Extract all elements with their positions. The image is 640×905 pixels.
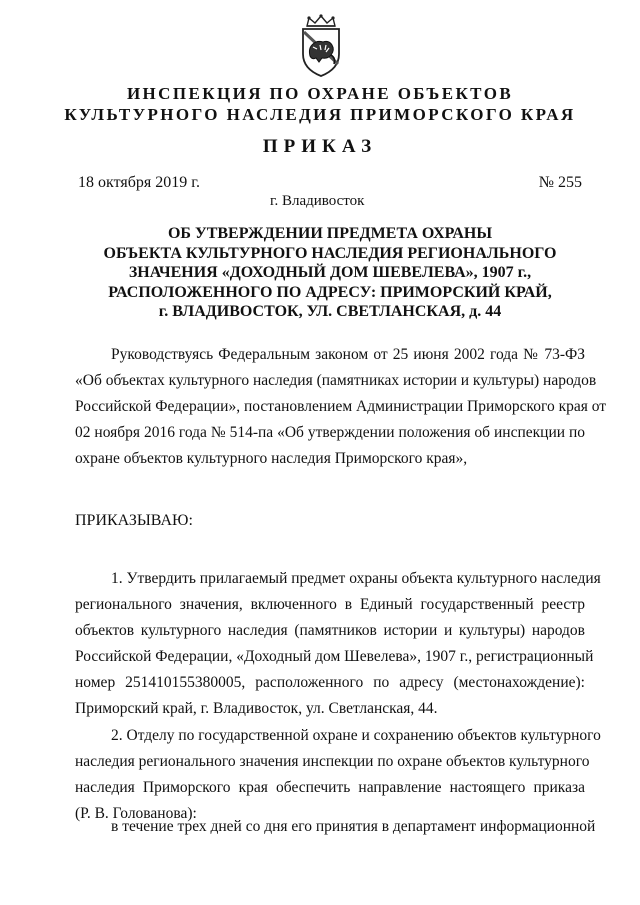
- title-line: ЗНАЧЕНИЯ «ДОХОДНЫЙ ДОМ ШЕВЕЛЕВА», 1907 г.,: [128, 264, 532, 281]
- text-line: (Р. В. Голованова):: [75, 805, 197, 822]
- text-line: наследия Приморского края обеспечить направление настоящего приказа: [75, 779, 585, 796]
- item-2-paragraph: [75, 723, 601, 827]
- order-word: ПРИКАЗЫВАЮ:: [75, 512, 193, 529]
- text-line: объектов культурного наследия (памятников истории и культуры) народов: [75, 622, 585, 639]
- text-line: Руководствуясь Федеральным законом от 25 июня 2002 года № 73-ФЗ: [111, 346, 585, 363]
- tiger-coat-of-arms-icon: [295, 14, 347, 78]
- document-city: г. Владивосток: [270, 193, 365, 209]
- text-line: охране объектов культурного наследия Приморского края»,: [75, 450, 468, 467]
- document-date: 18 октября 2019 г.: [78, 174, 200, 191]
- text-line: 02 ноября 2016 года № 514-па «Об утверждении положения об инспекции по: [75, 424, 585, 441]
- title-line: ОБЪЕКТА КУЛЬТУРНОГО НАСЛЕДИЯ РЕГИОНАЛЬНОГО: [103, 244, 557, 262]
- document-number: № 255: [538, 174, 582, 191]
- agency-name-line2: КУЛЬТУРНОГО НАСЛЕДИЯ ПРИМОРСКОГО КРАЯ: [64, 105, 576, 124]
- text-line: Российской Федерации», постановлением Администрации Приморского края от: [75, 398, 607, 415]
- agency-name-line1: ИНСПЕКЦИЯ ПО ОХРАНЕ ОБЪЕКТОВ: [126, 84, 514, 103]
- text-line: номер 251410155380005, расположенного по адресу (местонахождение):: [75, 674, 585, 691]
- title-line: РАСПОЛОЖЕННОГО ПО АДРЕСУ: ПРИМОРСКИЙ КРАЙ,: [108, 283, 552, 301]
- text-line: Приморский край, г. Владивосток, ул. Светланская, 44.: [75, 700, 438, 717]
- item-2-sub-paragraph: [75, 814, 596, 840]
- text-line: в течение трех дней со дня его принятия в департамент информационной: [111, 818, 596, 835]
- item-1-paragraph: [75, 566, 601, 722]
- text-line: Российской Федерации, «Доходный дом Шевелева», 1907 г., регистрационный: [75, 648, 594, 665]
- preamble-paragraph: [75, 342, 607, 472]
- title-line: г. ВЛАДИВОСТОК, УЛ. СВЕТЛАНСКАЯ, д. 44: [158, 303, 502, 320]
- document-type: ПРИКАЗ: [262, 136, 378, 157]
- text-line: наследия регионального значения инспекции по охране объектов культурного: [75, 753, 590, 770]
- document-title: [70, 224, 590, 322]
- text-line: регионального значения, включенного в Единый государственный реестр: [75, 596, 585, 613]
- text-line: 1. Утвердить прилагаемый предмет охраны объекта культурного наследия: [111, 570, 601, 587]
- title-line: ОБ УТВЕРЖДЕНИИ ПРЕДМЕТА ОХРАНЫ: [167, 225, 493, 242]
- text-line: «Об объектах культурного наследия (памятниках истории и культуры) народов: [75, 372, 597, 389]
- text-line: 2. Отделу по государственной охране и сохранению объектов культурного: [111, 727, 601, 744]
